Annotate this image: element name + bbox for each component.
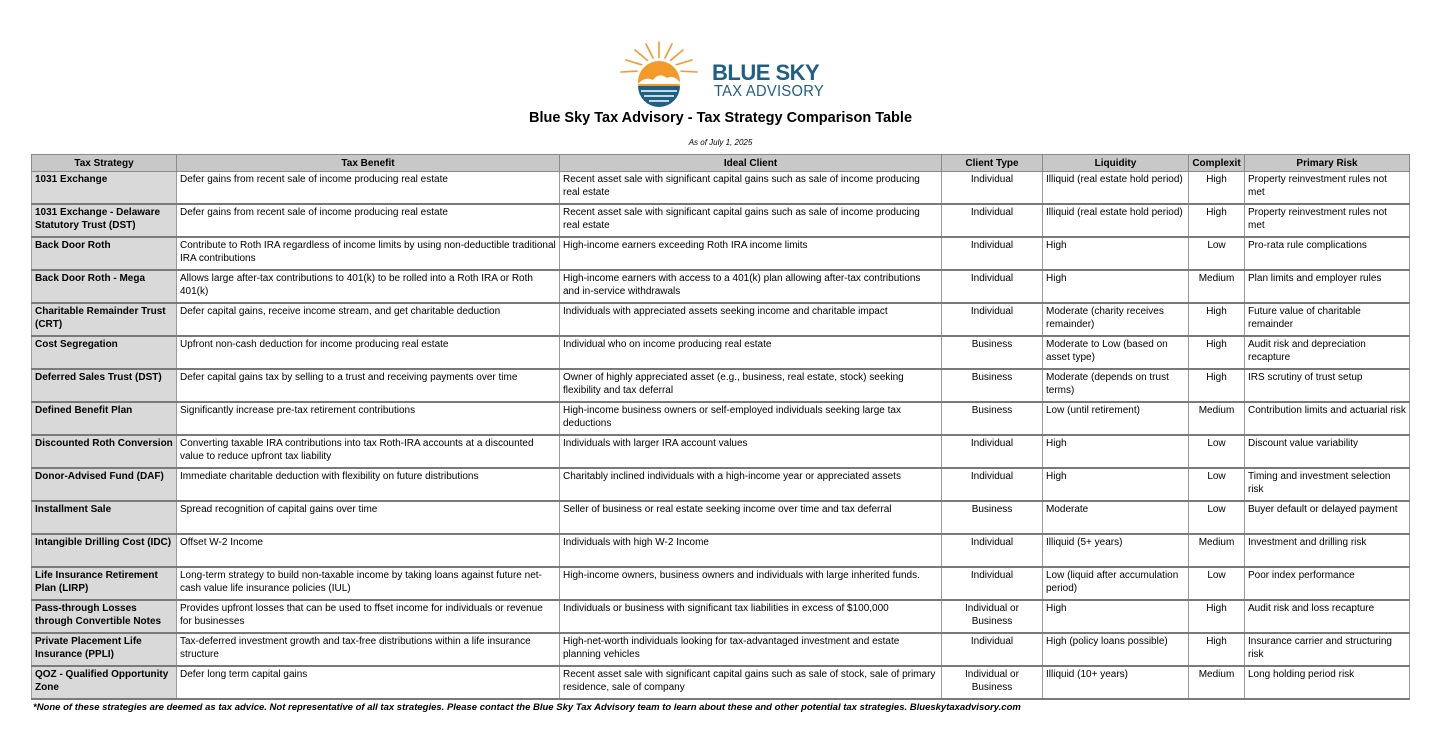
strategy-cell: Installment Sale	[32, 501, 177, 534]
risk-cell: Property reinvestment rules not met	[1245, 172, 1410, 205]
risk-cell: Long holding period risk	[1245, 666, 1410, 699]
company-logo	[615, 40, 825, 110]
client-type-cell: Individual	[942, 303, 1043, 336]
benefit-cell: Immediate charitable deduction with flexibility on future distributions	[177, 468, 560, 501]
liquidity-cell: Moderate (depends on trust terms)	[1043, 369, 1189, 402]
ideal-client-cell: Seller of business or real estate seeking income over time and tax deferral	[560, 501, 942, 534]
risk-cell: Poor index performance	[1245, 567, 1410, 600]
complexity-cell: Medium	[1189, 402, 1245, 435]
ideal-client-cell: Individuals with larger IRA account values	[560, 435, 942, 468]
brand-name: BLUE SKY	[712, 60, 820, 85]
client-type-cell: Individual	[942, 270, 1043, 303]
liquidity-cell: Illiquid (real estate hold period)	[1043, 204, 1189, 237]
table-row	[32, 501, 1410, 534]
benefit-cell: Allows large after-tax contributions to 401(k) to be rolled into a Roth IRA or Roth 401(k)	[177, 270, 560, 303]
table-row	[32, 567, 1410, 600]
liquidity-cell: High	[1043, 600, 1189, 633]
benefit-cell: Defer capital gains, receive income stream, and get charitable deduction	[177, 303, 560, 336]
ideal-client-cell: Recent asset sale with significant capital gains such as sale of income producing real estate	[560, 204, 942, 237]
strategy-cell: Back Door Roth - Mega	[32, 270, 177, 303]
disclaimer-footnote: *None of these strategies are deemed as tax advice. Not representative of all tax strategies. Please contact the Blue Sky Tax Advisory team to learn about these and other potential tax strategies. Blueskytaxadvisory.com	[33, 702, 1021, 713]
client-type-cell: Individual	[942, 204, 1043, 237]
client-type-cell: Individual or Business	[942, 600, 1043, 633]
benefit-cell: Provides upfront losses that can be used to ffset income for individuals or revenue for businesses	[177, 600, 560, 633]
table-row	[32, 369, 1410, 402]
complexity-cell: High	[1189, 633, 1245, 666]
ideal-client-cell: Charitably inclined individuals with a high-income year or appreciated assets	[560, 468, 942, 501]
client-type-cell: Individual	[942, 237, 1043, 270]
strategy-cell: Defined Benefit Plan	[32, 402, 177, 435]
ideal-client-cell: Recent asset sale with significant capital gains such as sale of stock, sale of primary residence, sale of company	[560, 666, 942, 699]
benefit-cell: Offset W-2 Income	[177, 534, 560, 567]
ideal-client-cell: High-net-worth individuals looking for tax-advantaged investment and estate planning vehicles	[560, 633, 942, 666]
benefit-cell: Spread recognition of capital gains over time	[177, 501, 560, 534]
strategy-cell: 1031 Exchange - Delaware Statutory Trust (DST)	[32, 204, 177, 237]
strategy-cell: QOZ - Qualified Opportunity Zone	[32, 666, 177, 699]
risk-cell: Plan limits and employer rules	[1245, 270, 1410, 303]
liquidity-cell: High	[1043, 237, 1189, 270]
complexity-cell: Low	[1189, 567, 1245, 600]
client-type-cell: Individual	[942, 172, 1043, 205]
column-header: Ideal Client	[560, 155, 942, 172]
complexity-cell: Low	[1189, 237, 1245, 270]
client-type-cell: Individual	[942, 633, 1043, 666]
table-row	[32, 666, 1410, 699]
liquidity-cell: Low (liquid after accumulation period)	[1043, 567, 1189, 600]
benefit-cell: Upfront non-cash deduction for income producing real estate	[177, 336, 560, 369]
liquidity-cell: Moderate (charity receives remainder)	[1043, 303, 1189, 336]
liquidity-cell: High	[1043, 468, 1189, 501]
liquidity-cell: High	[1043, 270, 1189, 303]
table-row	[32, 270, 1410, 303]
strategy-cell: 1031 Exchange	[32, 172, 177, 205]
table-row	[32, 468, 1410, 501]
column-header: Client Type	[942, 155, 1043, 172]
client-type-cell: Individual	[942, 435, 1043, 468]
table-row	[32, 435, 1410, 468]
liquidity-cell: Low (until retirement)	[1043, 402, 1189, 435]
benefit-cell: Significantly increase pre-tax retirement contributions	[177, 402, 560, 435]
sun-cloud-logo-icon	[615, 40, 705, 110]
risk-cell: Future value of charitable remainder	[1245, 303, 1410, 336]
strategy-cell: Deferred Sales Trust (DST)	[32, 369, 177, 402]
liquidity-cell: Moderate to Low (based on asset type)	[1043, 336, 1189, 369]
complexity-cell: Low	[1189, 468, 1245, 501]
risk-cell: Timing and investment selection risk	[1245, 468, 1410, 501]
risk-cell: Insurance carrier and structuring risk	[1245, 633, 1410, 666]
column-header: Liquidity	[1043, 155, 1189, 172]
complexity-cell: High	[1189, 369, 1245, 402]
liquidity-cell: Illiquid (real estate hold period)	[1043, 172, 1189, 205]
table-row	[32, 402, 1410, 435]
client-type-cell: Business	[942, 369, 1043, 402]
table-row	[32, 237, 1410, 270]
complexity-cell: High	[1189, 336, 1245, 369]
strategy-cell: Pass-through Losses through Convertible Notes	[32, 600, 177, 633]
ideal-client-cell: Owner of highly appreciated asset (e.g., business, real estate, stock) seeking flexibility and tax deferral	[560, 369, 942, 402]
liquidity-cell: Moderate	[1043, 501, 1189, 534]
liquidity-cell: High	[1043, 435, 1189, 468]
complexity-cell: High	[1189, 600, 1245, 633]
table-row	[32, 600, 1410, 633]
ideal-client-cell: High-income business owners or self-employed individuals seeking large tax deductions	[560, 402, 942, 435]
column-header: Complexit	[1189, 155, 1245, 172]
risk-cell: Audit risk and loss recapture	[1245, 600, 1410, 633]
benefit-cell: Tax-deferred investment growth and tax-free distributions within a life insurance structure	[177, 633, 560, 666]
complexity-cell: High	[1189, 172, 1245, 205]
complexity-cell: Low	[1189, 435, 1245, 468]
benefit-cell: Long-term strategy to build non-taxable income by taking loans against future net-cash value life insurance policies (IUL)	[177, 567, 560, 600]
complexity-cell: Medium	[1189, 666, 1245, 699]
client-type-cell: Individual or Business	[942, 666, 1043, 699]
risk-cell: Buyer default or delayed payment	[1245, 501, 1410, 534]
strategy-cell: Charitable Remainder Trust (CRT)	[32, 303, 177, 336]
client-type-cell: Individual	[942, 468, 1043, 501]
ideal-client-cell: High-income owners, business owners and individuals with large inherited funds.	[560, 567, 942, 600]
ideal-client-cell: Individuals with appreciated assets seeking income and charitable impact	[560, 303, 942, 336]
client-type-cell: Individual	[942, 567, 1043, 600]
client-type-cell: Business	[942, 402, 1043, 435]
liquidity-cell: Illiquid (10+ years)	[1043, 666, 1189, 699]
liquidity-cell: Illiquid (5+ years)	[1043, 534, 1189, 567]
client-type-cell: Business	[942, 336, 1043, 369]
risk-cell: Investment and drilling risk	[1245, 534, 1410, 567]
benefit-cell: Defer gains from recent sale of income producing real estate	[177, 204, 560, 237]
risk-cell: IRS scrutiny of trust setup	[1245, 369, 1410, 402]
table-row	[32, 534, 1410, 567]
risk-cell: Contribution limits and actuarial risk	[1245, 402, 1410, 435]
risk-cell: Audit risk and depreciation recapture	[1245, 336, 1410, 369]
page-title: Blue Sky Tax Advisory - Tax Strategy Comparison Table	[528, 110, 913, 126]
liquidity-cell: High (policy loans possible)	[1043, 633, 1189, 666]
risk-cell: Pro-rata rule complications	[1245, 237, 1410, 270]
benefit-cell: Defer long term capital gains	[177, 666, 560, 699]
benefit-cell: Defer gains from recent sale of income producing real estate	[177, 172, 560, 205]
as-of-date: As of July 1, 2025	[688, 138, 753, 147]
strategy-cell: Back Door Roth	[32, 237, 177, 270]
table-row	[32, 303, 1410, 336]
ideal-client-cell: Individuals with high W-2 Income	[560, 534, 942, 567]
complexity-cell: High	[1189, 303, 1245, 336]
table-row	[32, 336, 1410, 369]
strategy-cell: Donor-Advised Fund (DAF)	[32, 468, 177, 501]
brand-subtitle: TAX ADVISORY	[714, 83, 824, 100]
ideal-client-cell: Individuals or business with significant tax liabilities in excess of $100,000	[560, 600, 942, 633]
risk-cell: Property reinvestment rules not met	[1245, 204, 1410, 237]
table-header-row	[32, 155, 1410, 172]
comparison-table	[31, 154, 1410, 700]
column-header: Primary Risk	[1245, 155, 1410, 172]
complexity-cell: Low	[1189, 501, 1245, 534]
table-row	[32, 204, 1410, 237]
complexity-cell: Medium	[1189, 534, 1245, 567]
ideal-client-cell: High-income earners with access to a 401(k) plan allowing after-tax contributions and in-service withdrawals	[560, 270, 942, 303]
benefit-cell: Contribute to Roth IRA regardless of income limits by using non-deductible traditional IRA contributions	[177, 237, 560, 270]
strategy-cell: Discounted Roth Conversion	[32, 435, 177, 468]
strategy-cell: Private Placement Life Insurance (PPLI)	[32, 633, 177, 666]
strategy-cell: Life Insurance Retirement Plan (LIRP)	[32, 567, 177, 600]
benefit-cell: Converting taxable IRA contributions into tax Roth-IRA accounts at a discounted value to reduce upfront tax liability	[177, 435, 560, 468]
table-row	[32, 633, 1410, 666]
benefit-cell: Defer capital gains tax by selling to a trust and receiving payments over time	[177, 369, 560, 402]
column-header: Tax Benefit	[177, 155, 560, 172]
strategy-cell: Intangible Drilling Cost (IDC)	[32, 534, 177, 567]
table-row	[32, 172, 1410, 205]
ideal-client-cell: Recent asset sale with significant capital gains such as sale of income producing real estate	[560, 172, 942, 205]
client-type-cell: Business	[942, 501, 1043, 534]
ideal-client-cell: High-income earners exceeding Roth IRA income limits	[560, 237, 942, 270]
ideal-client-cell: Individual who on income producing real estate	[560, 336, 942, 369]
risk-cell: Discount value variability	[1245, 435, 1410, 468]
client-type-cell: Individual	[942, 534, 1043, 567]
complexity-cell: High	[1189, 204, 1245, 237]
strategy-cell: Cost Segregation	[32, 336, 177, 369]
complexity-cell: Medium	[1189, 270, 1245, 303]
column-header: Tax Strategy	[32, 155, 177, 172]
